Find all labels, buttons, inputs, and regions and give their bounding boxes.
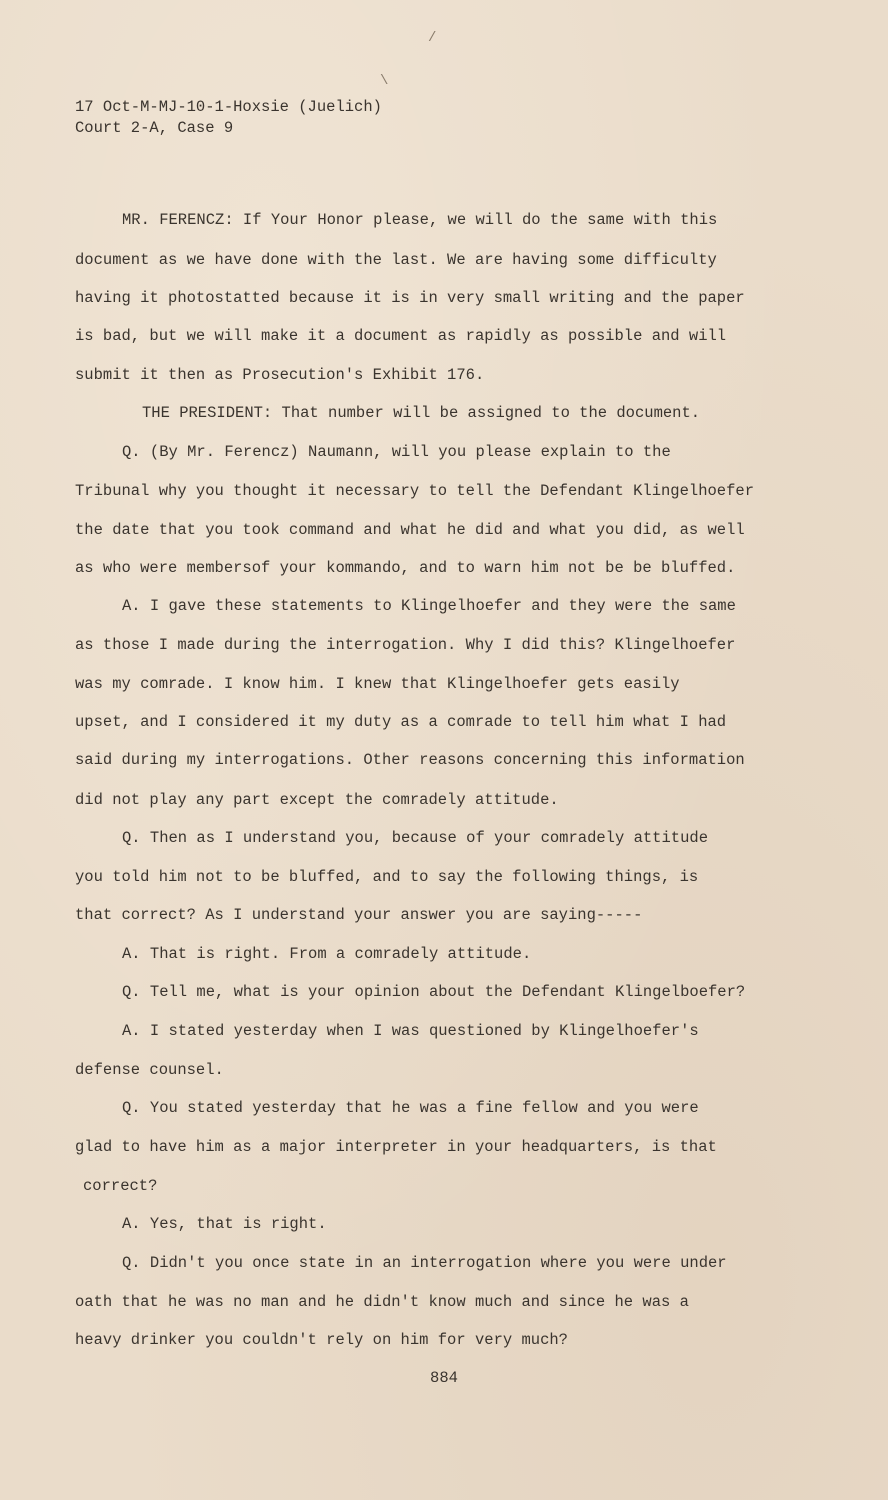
body-line: THE PRESIDENT: That number will be assigned to the document. (142, 404, 701, 422)
header-line-1: 17 Oct-M-MJ-10-1-Hoxsie (Juelich) (75, 98, 382, 116)
body-line: the date that you took command and what he did and what you did, as well (75, 521, 745, 539)
body-line: as those I made during the interrogation. Why I did this? Klingelhoefer (75, 636, 736, 654)
stray-mark: / (428, 30, 437, 46)
body-line: was my comrade. I know him. I knew that Klingelhoefer gets easily (75, 675, 680, 693)
body-line: A. I stated yesterday when I was questioned by Klingelhoefer's (122, 1022, 699, 1040)
body-line: submit it then as Prosecution's Exhibit 176. (75, 366, 485, 384)
body-line: Q. Tell me, what is your opinion about the Defendant Klingelboefer? (122, 983, 746, 1001)
body-line: A. I gave these statements to Klingelhoefer and they were the same (122, 597, 736, 615)
body-line: MR. FERENCZ: If Your Honor please, we will do the same with this (122, 211, 718, 229)
body-line: is bad, but we will make it a document as rapidly as possible and will (75, 327, 727, 345)
body-line: did not play any part except the comradely attitude. (75, 791, 559, 809)
body-line: oath that he was no man and he didn't know much and since he was a (75, 1293, 689, 1311)
body-line: you told him not to be bluffed, and to say the following things, is (75, 868, 699, 886)
body-line: document as we have done with the last. We are having some difficulty (75, 251, 717, 269)
document-header (75, 97, 382, 139)
body-line: Q. Then as I understand you, because of your comradely attitude (122, 829, 708, 847)
body-line: Tribunal why you thought it necessary to tell the Defendant Klingelhoefer (75, 482, 755, 500)
body-line: Q. Didn't you once state in an interrogation where you were under (122, 1254, 727, 1272)
body-line: as who were membersof your kommando, and to warn him not be be bluffed. (75, 559, 736, 577)
body-line: defense counsel. (75, 1061, 224, 1079)
page-number: 884 (430, 1369, 458, 1387)
header-line-2: Court 2-A, Case 9 (75, 119, 234, 137)
body-line: A. Yes, that is right. (122, 1215, 327, 1233)
body-line: Q. (By Mr. Ferencz) Naumann, will you please explain to the (122, 443, 671, 461)
body-line: A. That is right. From a comradely attitude. (122, 945, 532, 963)
body-line: heavy drinker you couldn't rely on him for very much? (75, 1331, 568, 1349)
stray-mark: \ (380, 73, 389, 89)
body-line: that correct? As I understand your answer you are saying----- (75, 906, 643, 924)
body-line: said during my interrogations. Other reasons concerning this information (75, 751, 745, 769)
body-line: Q. You stated yesterday that he was a fine fellow and you were (122, 1099, 699, 1117)
body-line: having it photostatted because it is in very small writing and the paper (75, 289, 745, 307)
body-line: upset, and I considered it my duty as a comrade to tell him what I had (75, 713, 727, 731)
body-line: correct? (83, 1177, 158, 1195)
body-line: glad to have him as a major interpreter in your headquarters, is that (75, 1138, 717, 1156)
